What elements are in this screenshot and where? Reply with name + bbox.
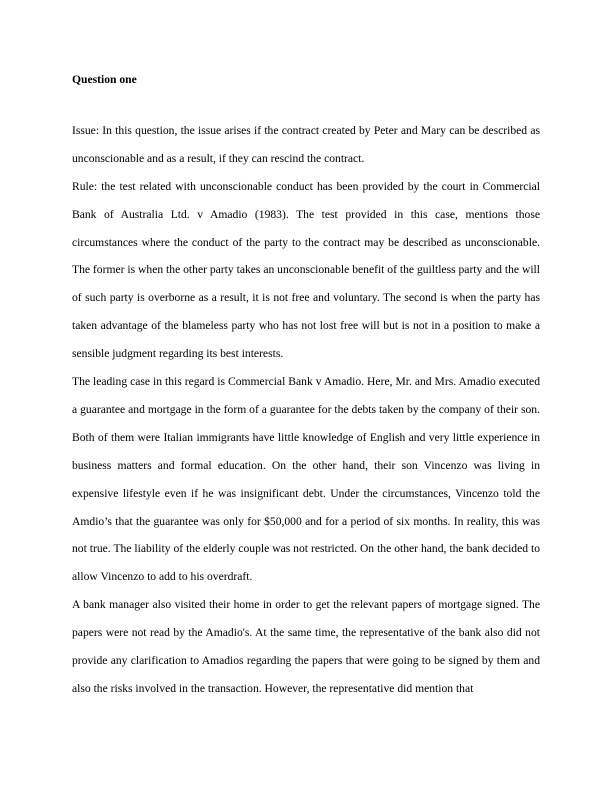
paragraph-leading-case: The leading case in this regard is Commercial Bank v Amadio. Here, Mr. and Mrs. Amadio executed a guarantee and mortgage in the form of a guarantee for the debts taken by the company of their son. Both of them were Italian immigrants have little knowledge of English and very little experience in business matters and formal education. On the other hand, their son Vincenzo was living in expensive lifestyle even if he was insignificant debt. Under the circumstances, Vincenzo told the Amdio’s that the guarantee was only for $50,000 and for a period of six months. In reality, this was not true. The liability of the elderly couple was not restricted. On the other hand, the bank decided to allow Vincenzo to add to his overdraft. bbox=[72, 375, 540, 584]
paragraph-rule: Rule: the test related with unconscionable conduct has been provided by the court in Commercial Bank of Australia Ltd. v Amadio (1983). The test provided in this case, mentions those circumstances where the conduct of the party to the contract may be described as unconscionable. The former is when the other party takes an unconscionable benefit of the guiltless party and the will of such party is overborne as a result, it is not free and voluntary. The second is when the party has taken advantage of the blameless party who has not lost free will but is not in a position to make a sensible judgment regarding its best interests. bbox=[72, 179, 540, 361]
section-heading: Question one bbox=[72, 73, 137, 86]
paragraph-bank-manager: A bank manager also visited their home in order to get the relevant papers of mortgage signed. The papers were not read by the Amadio's. At the same time, the representative of the bank also did not provide any clarification to Amadios regarding the papers that were going to be signed by them and also the risks involved in the transaction. However, the representative did mention that bbox=[72, 598, 540, 696]
document-body bbox=[72, 70, 540, 703]
paragraph-issue: Issue: In this question, the issue arises if the contract created by Peter and Mary can be described as unconscionable and as a result, if they can rescind the contract. bbox=[72, 123, 540, 165]
